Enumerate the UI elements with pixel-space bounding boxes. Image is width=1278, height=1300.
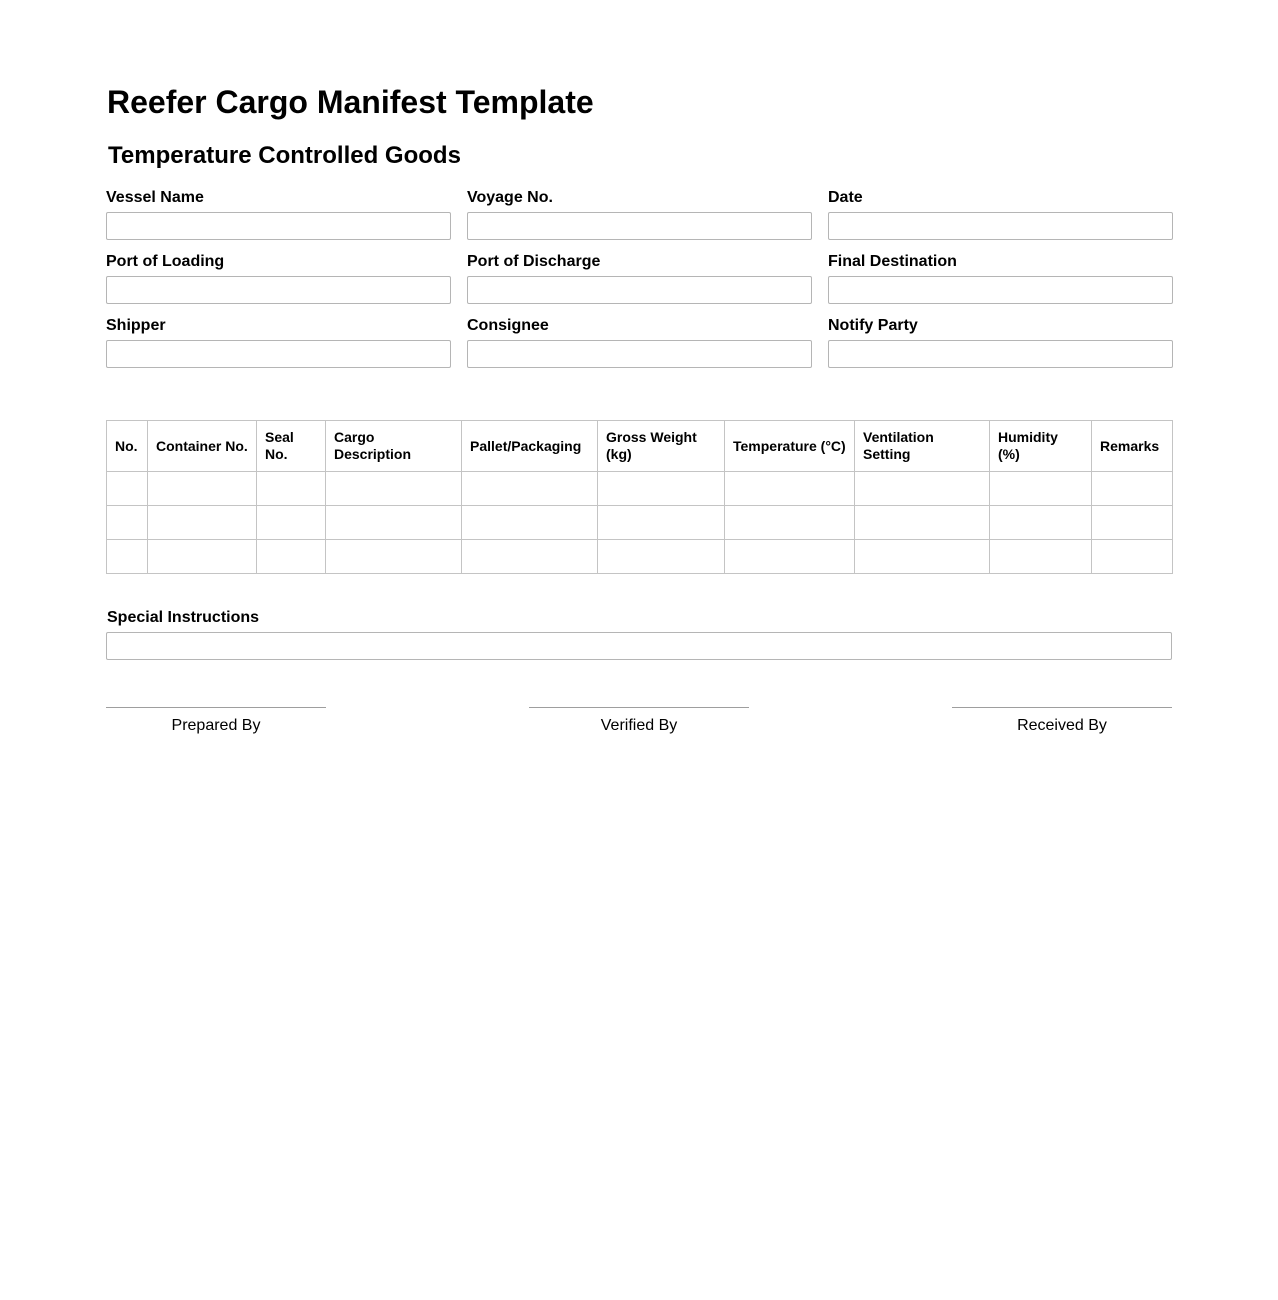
cell-pallet-packaging[interactable] xyxy=(462,540,598,574)
header-fields xyxy=(106,188,1172,368)
page-subtitle: Temperature Controlled Goods xyxy=(108,142,461,169)
consignee-label: Consignee xyxy=(467,317,549,334)
table-header-row xyxy=(107,421,1173,472)
voyage-no-field xyxy=(467,188,812,240)
cell-no[interactable] xyxy=(107,472,148,506)
notify-party-field xyxy=(828,316,1173,368)
cell-temperature[interactable] xyxy=(725,540,855,574)
column-header-pallet-packaging: Pallet/Packaging xyxy=(462,421,598,472)
received-by-signature xyxy=(952,707,1172,736)
cell-gross-weight[interactable] xyxy=(598,472,725,506)
cell-temperature[interactable] xyxy=(725,472,855,506)
date-input[interactable] xyxy=(828,212,1173,240)
cell-remarks[interactable] xyxy=(1092,472,1173,506)
voyage-no-label: Voyage No. xyxy=(467,189,553,206)
cell-remarks[interactable] xyxy=(1092,540,1173,574)
received-by-label: Received By xyxy=(1017,717,1107,734)
vessel-name-field xyxy=(106,188,451,240)
cell-remarks[interactable] xyxy=(1092,506,1173,540)
cell-container-no[interactable] xyxy=(148,540,257,574)
special-instructions-field xyxy=(106,608,1172,660)
cell-seal-no[interactable] xyxy=(257,472,326,506)
date-label: Date xyxy=(828,189,863,206)
shipper-label: Shipper xyxy=(106,317,166,334)
special-instructions-label: Special Instructions xyxy=(107,609,260,626)
column-header-humidity: Humidity (%) xyxy=(990,421,1092,472)
cell-temperature[interactable] xyxy=(725,506,855,540)
special-instructions-input[interactable] xyxy=(106,632,1172,660)
cell-gross-weight[interactable] xyxy=(598,540,725,574)
notify-party-input[interactable] xyxy=(828,340,1173,368)
port-of-discharge-field xyxy=(467,252,812,304)
verified-by-label: Verified By xyxy=(600,717,678,734)
prepared-by-label: Prepared By xyxy=(171,717,261,734)
cell-humidity[interactable] xyxy=(990,506,1092,540)
consignee-input[interactable] xyxy=(467,340,812,368)
port-of-loading-input[interactable] xyxy=(106,276,451,304)
cell-gross-weight[interactable] xyxy=(598,506,725,540)
signature-line[interactable] xyxy=(106,707,326,708)
signature-block xyxy=(106,707,1172,736)
consignee-field xyxy=(467,316,812,368)
cell-pallet-packaging[interactable] xyxy=(462,472,598,506)
date-field xyxy=(828,188,1173,240)
cargo-table xyxy=(106,420,1173,574)
column-header-temperature: Temperature (°C) xyxy=(725,421,855,472)
cell-cargo-description[interactable] xyxy=(326,472,462,506)
column-header-gross-weight: Gross Weight (kg) xyxy=(598,421,725,472)
cell-cargo-description[interactable] xyxy=(326,540,462,574)
port-of-discharge-input[interactable] xyxy=(467,276,812,304)
shipper-field xyxy=(106,316,451,368)
vessel-name-input[interactable] xyxy=(106,212,451,240)
table-row xyxy=(107,506,1173,540)
final-destination-input[interactable] xyxy=(828,276,1173,304)
vessel-name-label: Vessel Name xyxy=(106,189,204,206)
column-header-ventilation-setting: Ventilation Setting xyxy=(855,421,990,472)
verified-by-signature xyxy=(529,707,749,736)
column-header-seal-no: Seal No. xyxy=(257,421,326,472)
cell-humidity[interactable] xyxy=(990,472,1092,506)
table-row xyxy=(107,540,1173,574)
cell-no[interactable] xyxy=(107,506,148,540)
cell-ventilation-setting[interactable] xyxy=(855,506,990,540)
port-of-discharge-label: Port of Discharge xyxy=(467,253,601,270)
signature-line[interactable] xyxy=(952,707,1172,708)
final-destination-field xyxy=(828,252,1173,304)
column-header-cargo-description: Cargo Description xyxy=(326,421,462,472)
shipper-input[interactable] xyxy=(106,340,451,368)
cell-no[interactable] xyxy=(107,540,148,574)
port-of-loading-label: Port of Loading xyxy=(106,253,225,270)
cell-cargo-description[interactable] xyxy=(326,506,462,540)
cell-container-no[interactable] xyxy=(148,506,257,540)
column-header-container-no: Container No. xyxy=(148,421,257,472)
cell-seal-no[interactable] xyxy=(257,540,326,574)
notify-party-label: Notify Party xyxy=(828,317,918,334)
cell-ventilation-setting[interactable] xyxy=(855,472,990,506)
cell-humidity[interactable] xyxy=(990,540,1092,574)
column-header-remarks: Remarks xyxy=(1092,421,1173,472)
final-destination-label: Final Destination xyxy=(828,253,957,270)
voyage-no-input[interactable] xyxy=(467,212,812,240)
page-title: Reefer Cargo Manifest Template xyxy=(107,84,594,120)
signature-line[interactable] xyxy=(529,707,749,708)
port-of-loading-field xyxy=(106,252,451,304)
cell-pallet-packaging[interactable] xyxy=(462,506,598,540)
cell-seal-no[interactable] xyxy=(257,506,326,540)
cell-container-no[interactable] xyxy=(148,472,257,506)
column-header-no: No. xyxy=(107,421,148,472)
cell-ventilation-setting[interactable] xyxy=(855,540,990,574)
prepared-by-signature xyxy=(106,707,326,736)
table-row xyxy=(107,472,1173,506)
